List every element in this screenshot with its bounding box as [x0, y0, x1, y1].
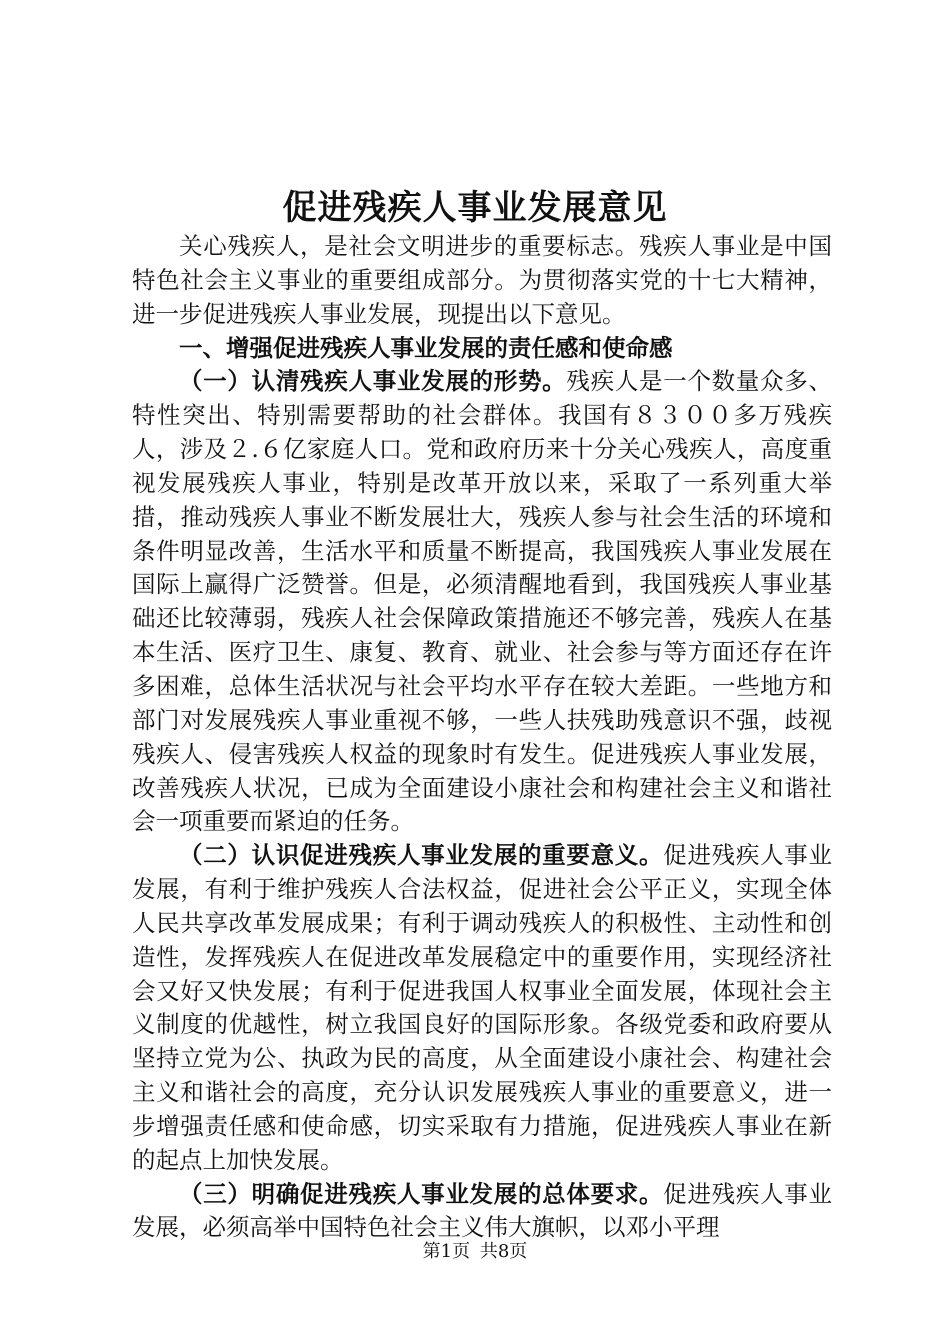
intro-paragraph: 关心残疾人，是社会文明进步的重要标志。残疾人事业是中国特色社会主义事业的重要组成部分。为贯彻落实党的十七大精神，进一步促进残疾人事业发展，现提出以下意见。 — [132, 232, 832, 328]
document-body — [132, 230, 832, 1245]
paragraph-lead: （一）认清残疾人事业发展的形势。 — [179, 367, 567, 396]
paragraph-text: 残疾人是一个数量众多、特性突出、特别需要帮助的社会群体。我国有８３００多万残疾人，涉及２.６亿家庭人口。党和政府历来十分关心残疾人，高度重视发展残疾人事业，特别是改革开放以来，采取了一系列重大举措，推动残疾人事业不断发展壮大，残疾人参与社会生活的环境和条件明显改善，生活水平和质量不断提高，我国残疾人事业发展在国际上赢得广泛赞誉。但是，必须清醒地看到，我国残疾人事业基础还比较薄弱，残疾人社会保障政策措施还不够完善，残疾人在基本生活、医疗卫生、康复、教育、就业、社会参与等方面还存在许多困难，总体生活状况与社会平均水平存在较大差距。一些地方和部门对发展残疾人事业重视不够，一些人扶残助残意识不强，歧视残疾人、侵害残疾人权益的现象时有发生。促进残疾人事业发展，改善残疾人状况，已成为全面建设小康社会和构建社会主义和谐社会一项重要而紧迫的任务。 — [132, 367, 833, 836]
paragraph-situation — [132, 365, 832, 839]
paragraph-text: 促进残疾人事业发展，必须高举中国特色社会主义伟大旗帜，以邓小平理 — [132, 1179, 833, 1242]
paragraph-requirements — [132, 1178, 832, 1246]
paragraph-lead: （三）明确促进残疾人事业发展的总体要求。 — [179, 1179, 664, 1208]
section-heading: 一、增强促进残疾人事业发展的责任感和使命感 — [179, 333, 673, 362]
page-number: 第1页 — [422, 1241, 471, 1262]
page-footer — [0, 1240, 950, 1264]
page-total: 共8页 — [479, 1241, 528, 1262]
paragraph-text: 促进残疾人事业发展，有利于维护残疾人合法权益，促进社会公平正义，实现全体人民共享改革发展成果；有利于调动残疾人的积极性、主动性和创造性，发挥残疾人在促进改革发展稳定中的重要作用，实现经济社会又好又快发展；有利于促进我国人权事业全面发展，体现社会主义制度的优越性，树立我国良好的国际形象。各级党委和政府要从坚持立党为公、执政为民的高度，从全面建设小康社会、构建社会主义和谐社会的高度，充分认识发展残疾人事业的重要意义，进一步增强责任感和使命感，切实采取有力措施，促进残疾人事业在新的起点上加快发展。 — [132, 841, 833, 1174]
paragraph-lead: （二）认识促进残疾人事业发展的重要意义。 — [179, 841, 664, 870]
paragraph-significance — [132, 839, 832, 1177]
document-title: 促进残疾人事业发展意见 — [282, 188, 668, 228]
